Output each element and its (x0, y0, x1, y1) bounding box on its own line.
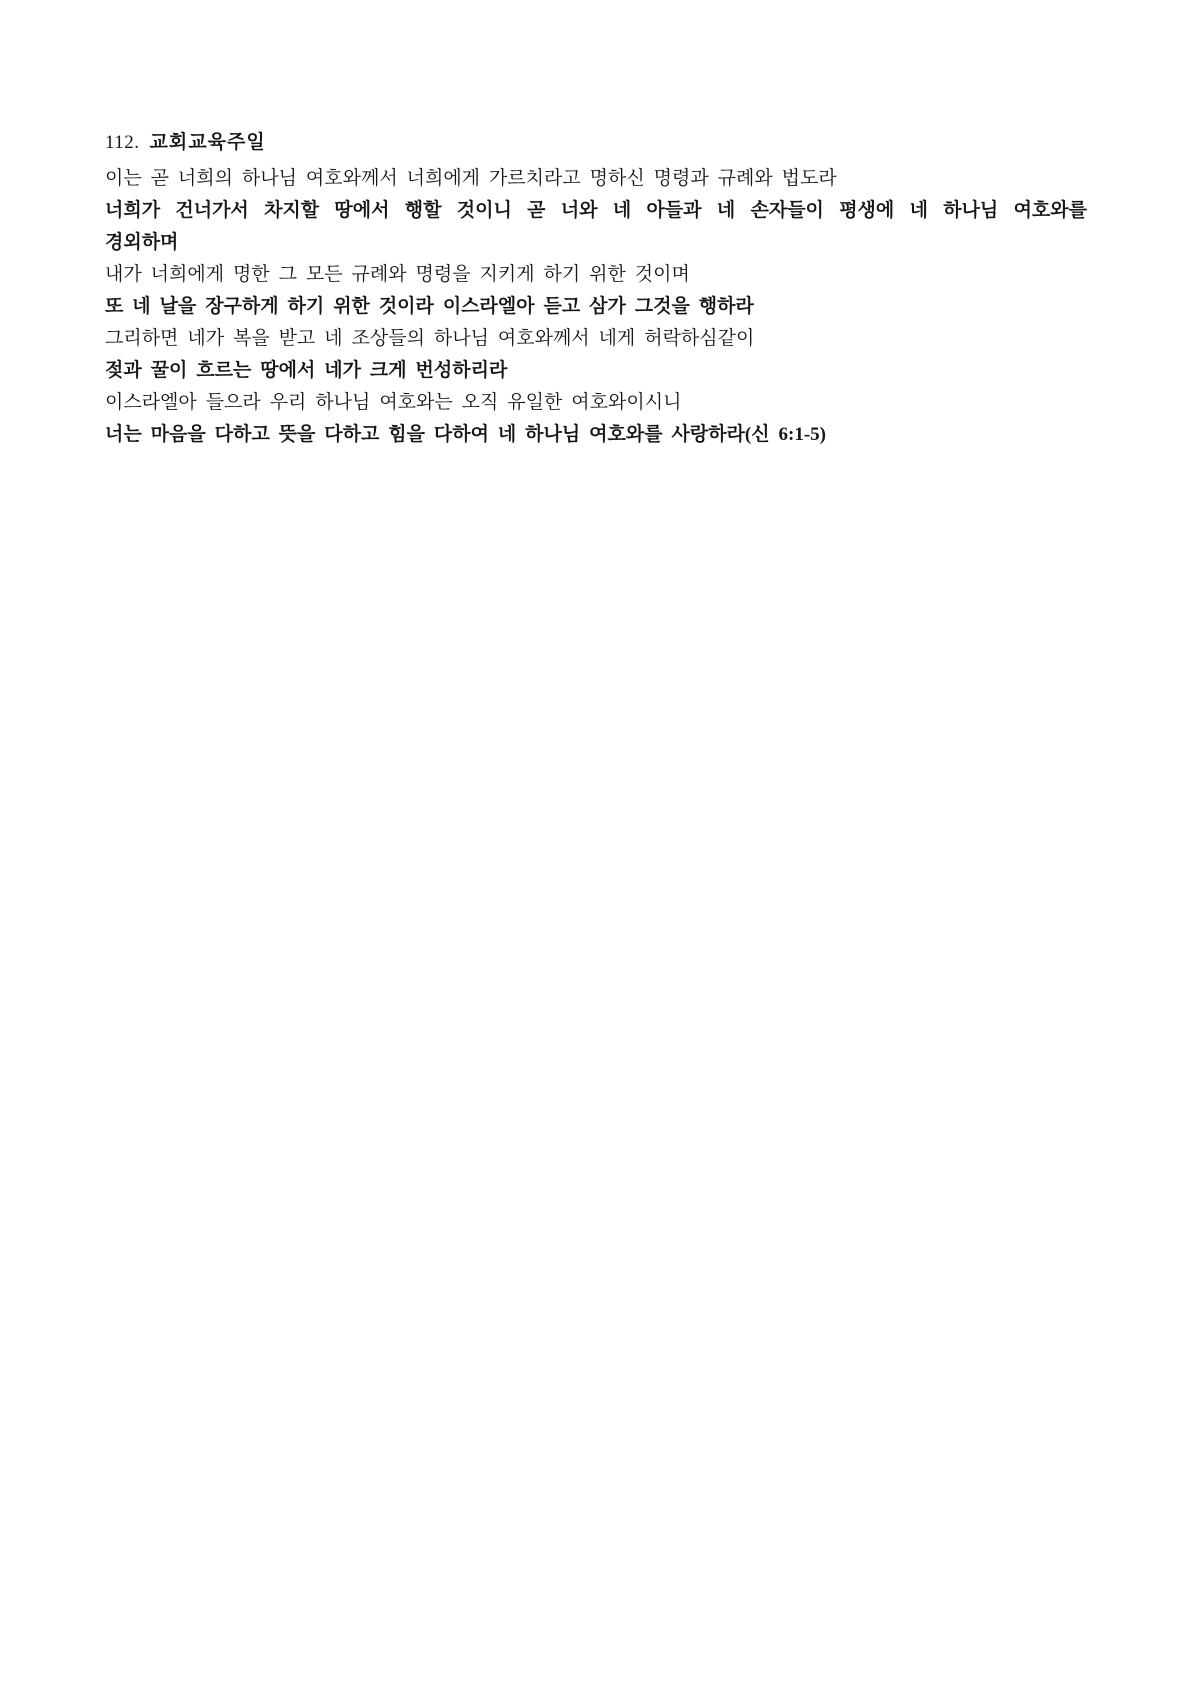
text-line: 너희가 건너가서 차지할 땅에서 행할 것이니 곧 너와 네 아들과 네 손자들이 평생에 네 하나님 여호와를 (105, 200, 1087, 221)
text-line: 이스라엘아 들으라 우리 하나님 여호와는 오직 유일한 여호와이시니 (105, 392, 682, 413)
section-title: 교회교육주일 (149, 132, 266, 153)
text-line: 너는 마음을 다하고 뜻을 다하고 힘을 다하여 네 하나님 여호와를 사랑하라(신 6:1-5) (105, 424, 827, 445)
text-line: 또 네 날을 장구하게 하기 위한 것이라 이스라엘아 듣고 삼가 그것을 행하라 (105, 296, 754, 317)
text-line: 내가 너희에게 명한 그 모든 규례와 명령을 지키게 하기 위한 것이며 (105, 264, 690, 285)
text-line: 젖과 꿀이 흐르는 땅에서 네가 크게 번성하리라 (105, 360, 508, 381)
section-heading (105, 127, 1087, 159)
text-line: 이는 곧 너희의 하나님 여호와께서 너희에게 가르치라고 명하신 명령과 규례와 법도라 (105, 168, 837, 189)
text-line: 그리하면 네가 복을 받고 네 조상들의 하나님 여호와께서 네게 허락하심같이 (105, 328, 755, 349)
text-block (105, 127, 1087, 451)
section-number: 112. (105, 132, 140, 153)
text-line: 경외하며 (105, 232, 179, 253)
